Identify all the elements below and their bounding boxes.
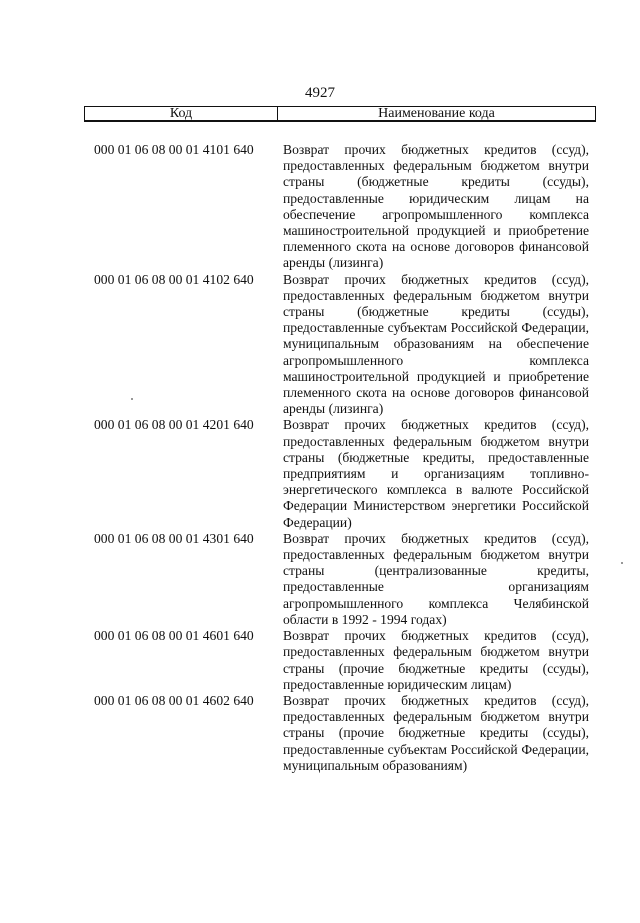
row-name: Возврат прочих бюджетных кредитов (ссуд), предоставленных федеральным бюджетом внутри страны (прочие бюджетные кредиты (ссуды), предоставленные субъектам Российской Федерации, муниципальным образованиям) — [283, 692, 589, 773]
row-code: 000 01 06 08 00 01 4301 640 — [94, 530, 254, 546]
table-row — [94, 628, 589, 693]
row-code: 000 01 06 08 00 01 4102 640 — [94, 271, 254, 287]
table-row — [94, 693, 589, 774]
column-header-name: Наименование кода — [378, 106, 495, 121]
code-table-body — [94, 142, 589, 774]
row-name: Возврат прочих бюджетных кредитов (ссуд), предоставленных федеральным бюджетом внутри страны (бюджетные кредиты (ссуды), предоставленные юридическим лицам на обеспечение агропромышленного комплекса машиностроительной продукцией и приобретение племенного скота на основе договоров финансовой аренды (лизинга) — [283, 142, 589, 271]
table-row — [94, 417, 589, 530]
scan-speck — [131, 398, 133, 400]
table-row — [94, 142, 589, 272]
column-header-code: Код — [85, 107, 278, 120]
scan-speck — [621, 562, 623, 564]
row-code: 000 01 06 08 00 01 4602 640 — [94, 692, 254, 708]
row-name: Возврат прочих бюджетных кредитов (ссуд), предоставленных федеральным бюджетом внутри страны (бюджетные кредиты (ссуды), предоставленные субъектам Российской Федерации, муниципальным образованиям на обеспечение агропромышленного комплекса машиностроительной продукцией и приобретение племенного скота на основе договоров финансовой аренды (лизинга) — [283, 271, 589, 417]
row-code: 000 01 06 08 00 01 4201 640 — [94, 417, 254, 433]
table-row — [94, 531, 589, 628]
table-row — [94, 272, 589, 418]
row-name: Возврат прочих бюджетных кредитов (ссуд), предоставленных федеральным бюджетом внутри страны (бюджетные кредиты, предоставленные предприятиям и организациям топливно-энергетического комплекса в валюте Российской Федерации Министерством энергетики Российской Федерации) — [283, 417, 589, 530]
row-name: Возврат прочих бюджетных кредитов (ссуд), предоставленных федеральным бюджетом внутри страны (централизованные кредиты, предоставленные организациям агропромышленного комплекса Челябинской области в 1992 - 1994 годах) — [283, 530, 589, 627]
row-code: 000 01 06 08 00 01 4101 640 — [94, 142, 254, 157]
row-code: 000 01 06 08 00 01 4601 640 — [94, 628, 254, 644]
row-name: Возврат прочих бюджетных кредитов (ссуд), предоставленных федеральным бюджетом внутри страны (прочие бюджетные кредиты (ссуды), предоставленные юридическим лицам) — [283, 628, 589, 692]
page-number: 4927 — [305, 85, 335, 101]
table-header — [84, 106, 596, 122]
